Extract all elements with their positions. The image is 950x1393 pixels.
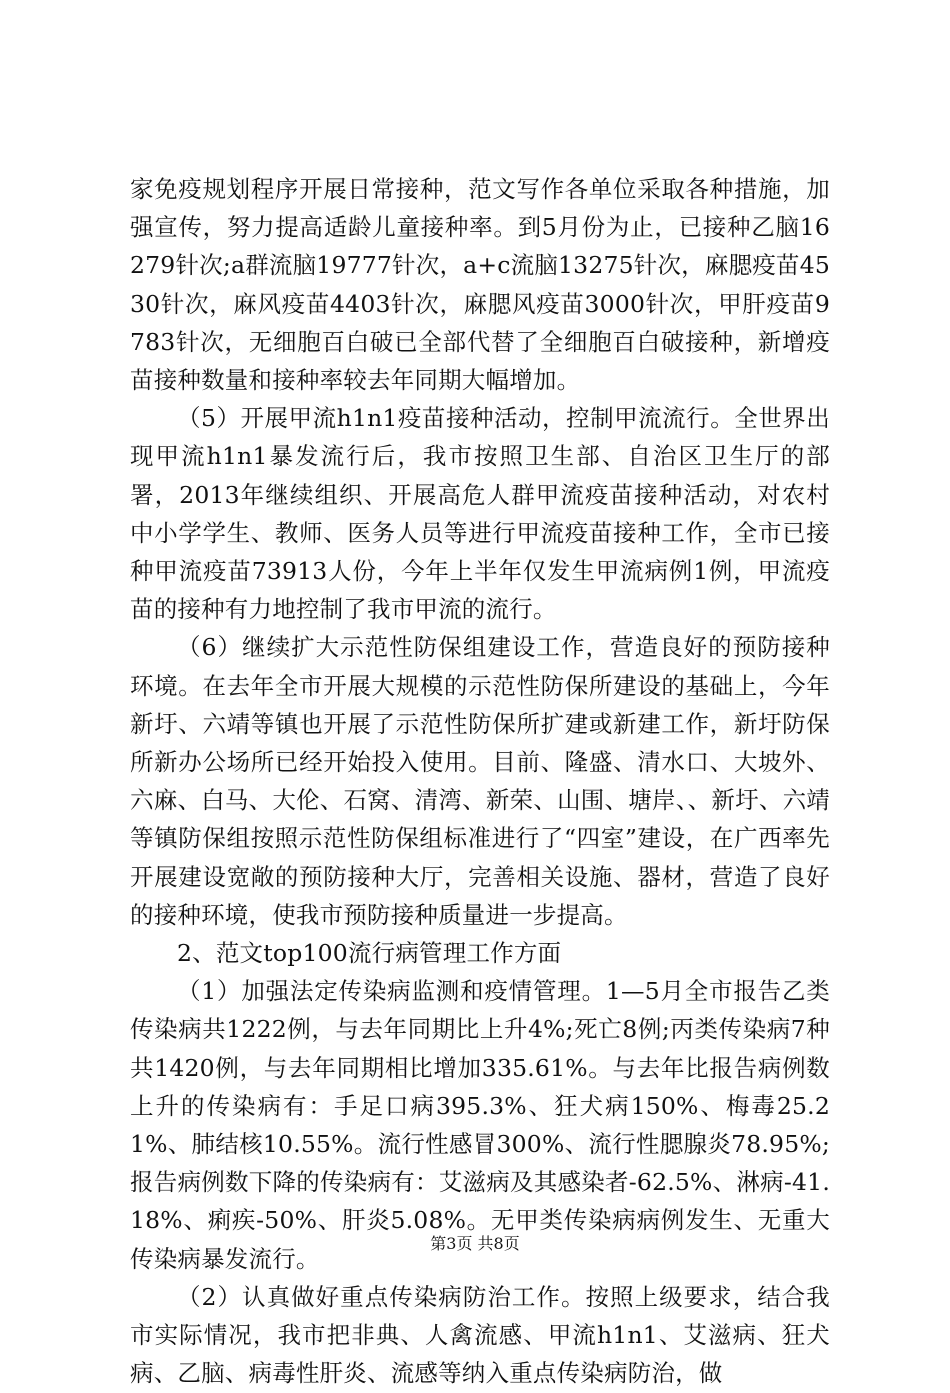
body-text	[130, 170, 830, 1393]
page-footer: 第3页 共8页	[430, 1234, 520, 1253]
section-heading: 2、范文top100流行病管理工作方面	[177, 939, 562, 968]
paragraph-4: （1）加强法定传染病监测和疫情管理。1—5月全市报告乙类传染病共1222例，与去年同期比上升4%;死亡8例;丙类传染病7种共1420例，与去年同期相比增加335.61%。与去年比报告病例数上升的传染病有：手足口病395.3%、狂犬病150%、梅毒25.21%、肺结核10.55%。流行性感冒300%、流行性腮腺炎78.95%;报告病例数下降的传染病有：艾滋病及其感染者-62.5%、淋病-41.18%、痢疾-50%、肝炎5.08%。无甲类传染病病例发生、无重大传染病暴发流行。	[130, 977, 830, 1273]
paragraph-5: （2）认真做好重点传染病防治工作。按照上级要求，结合我市实际情况，我市把非典、人禽流感、甲流h1n1、艾滋病、狂犬病、乙脑、病毒性肝炎、流感等纳入重点传染病防治，做	[130, 1282, 830, 1388]
paragraph-3: （6）继续扩大示范性防保组建设工作，营造良好的预防接种环境。在去年全市开展大规模的示范性防保所建设的基础上，今年新圩、六靖等镇也开展了示范性防保所扩建或新建工作，新圩防保所新办公场所已经开始投入使用。目前、隆盛、清水口、大坡外、六麻、白马、大伦、石窝、清湾、新荣、山围、塘岸、、新圩、六靖等镇防保组按照示范性防保组标准进行了“四室”建设，在广西率先开展建设宽敞的预防接种大厅，完善相关设施、器材，营造了良好的接种环境，使我市预防接种质量进一步提高。	[130, 633, 830, 929]
paragraph-2: （5）开展甲流h1n1疫苗接种活动，控制甲流流行。全世界出现甲流h1n1暴发流行后，我市按照卫生部、自治区卫生厅的部署，2013年继续组织、开展高危人群甲流疫苗接种活动，对农村中小学学生、教师、医务人员等进行甲流疫苗接种工作，全市已接种甲流疫苗73913人份，今年上半年仅发生甲流病例1例，甲流疫苗的接种有力地控制了我市甲流的流行。	[130, 404, 830, 624]
paragraph-1: 家免疫规划程序开展日常接种，范文写作各单位采取各种措施，加强宣传，努力提高适龄儿童接种率。到5月份为止，已接种乙脑16279针次;a群流脑19777针次，a+c流脑13275针次，麻腮疫苗4530针次，麻风疫苗4403针次，麻腮风疫苗3000针次，甲肝疫苗9783针次，无细胞百白破已全部代替了全细胞百白破接种，新增疫苗接种数量和接种率较去年同期大幅增加。	[130, 175, 830, 395]
